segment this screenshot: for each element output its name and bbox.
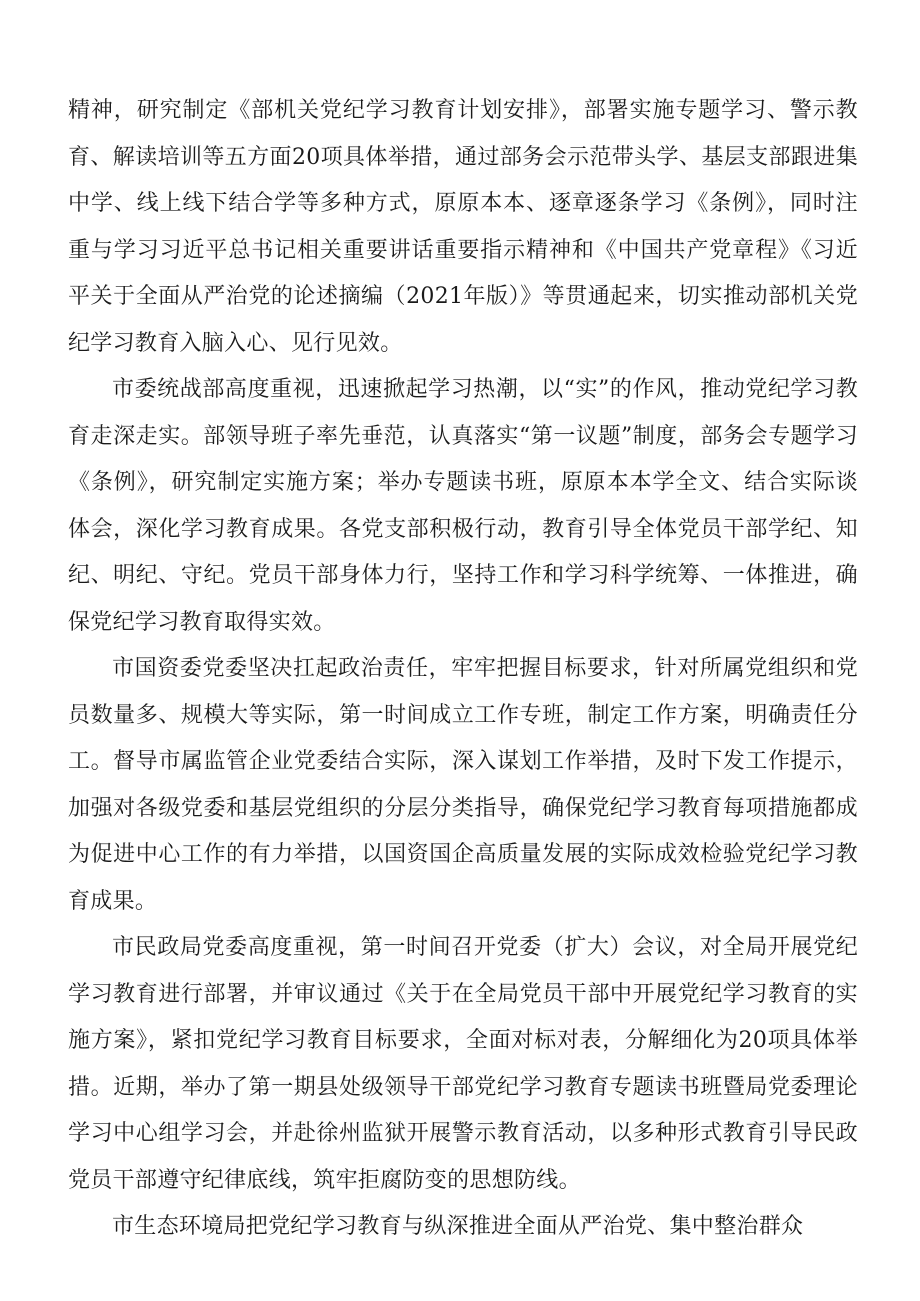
document-body xyxy=(68,88,858,1251)
paragraph-3: 市国资委党委坚决扛起政治责任，牢牢把握目标要求，针对所属党组织和党员数量多、规模大等实际，第一时间成立工作专班，制定工作方案，明确责任分工。督导市属监管企业党委结合实际，深入谋划工作举措，及时下发工作提示，加强对各级党委和基层党组织的分层分类指导，确保党纪学习教育每项措施都成为促进中心工作的有力举措，以国资国企高质量发展的实际成效检验党纪学习教育成果。 xyxy=(68,656,858,914)
paragraph-4: 市民政局党委高度重视，第一时间召开党委（扩大）会议，对全局开展党纪学习教育进行部署，并审议通过《关于在全局党员干部中开展党纪学习教育的实施方案》，紧扣党纪学习教育目标要求，全面对标对表，分解细化为20项具体举措。近期，举办了第一期县处级领导干部党纪学习教育专题读书班暨局党委理论学习中心组学习会，并赴徐州监狱开展警示教育活动，以多种形式教育引导民政党员干部遵守纪律底线，筑牢拒腐防变的思想防线。 xyxy=(68,935,858,1193)
paragraph-2: 市委统战部高度重视，迅速掀起学习热潮，以“实”的作风，推动党纪学习教育走深走实。部领导班子率先垂范，认真落实“第一议题”制度，部务会专题学习《条例》，研究制定实施方案；举办专题读书班，原原本本学全文、结合实际谈体会，深化学习教育成果。各党支部积极行动，教育引导全体党员干部学纪、知纪、明纪、守纪。党员干部身体力行，坚持工作和学习科学统筹、一体推进，确保党纪学习教育取得实效。 xyxy=(68,377,858,635)
paragraph-5: 市生态环境局把党纪学习教育与纵深推进全面从严治党、集中整治群众 xyxy=(112,1214,804,1239)
paragraph-1: 精神，研究制定《部机关党纪学习教育计划安排》，部署实施专题学习、警示教育、解读培训等五方面20项具体举措，通过部务会示范带头学、基层支部跟进集中学、线上线下结合学等多种方式，原原本本、逐章逐条学习《条例》，同时注重与学习习近平总书记相关重要讲话重要指示精神和《中国共产党章程》《习近平关于全面从严治党的论述摘编（2021年版）》等贯通起来，切实推动部机关党纪学习教育入脑入心、见行见效。 xyxy=(68,98,858,356)
